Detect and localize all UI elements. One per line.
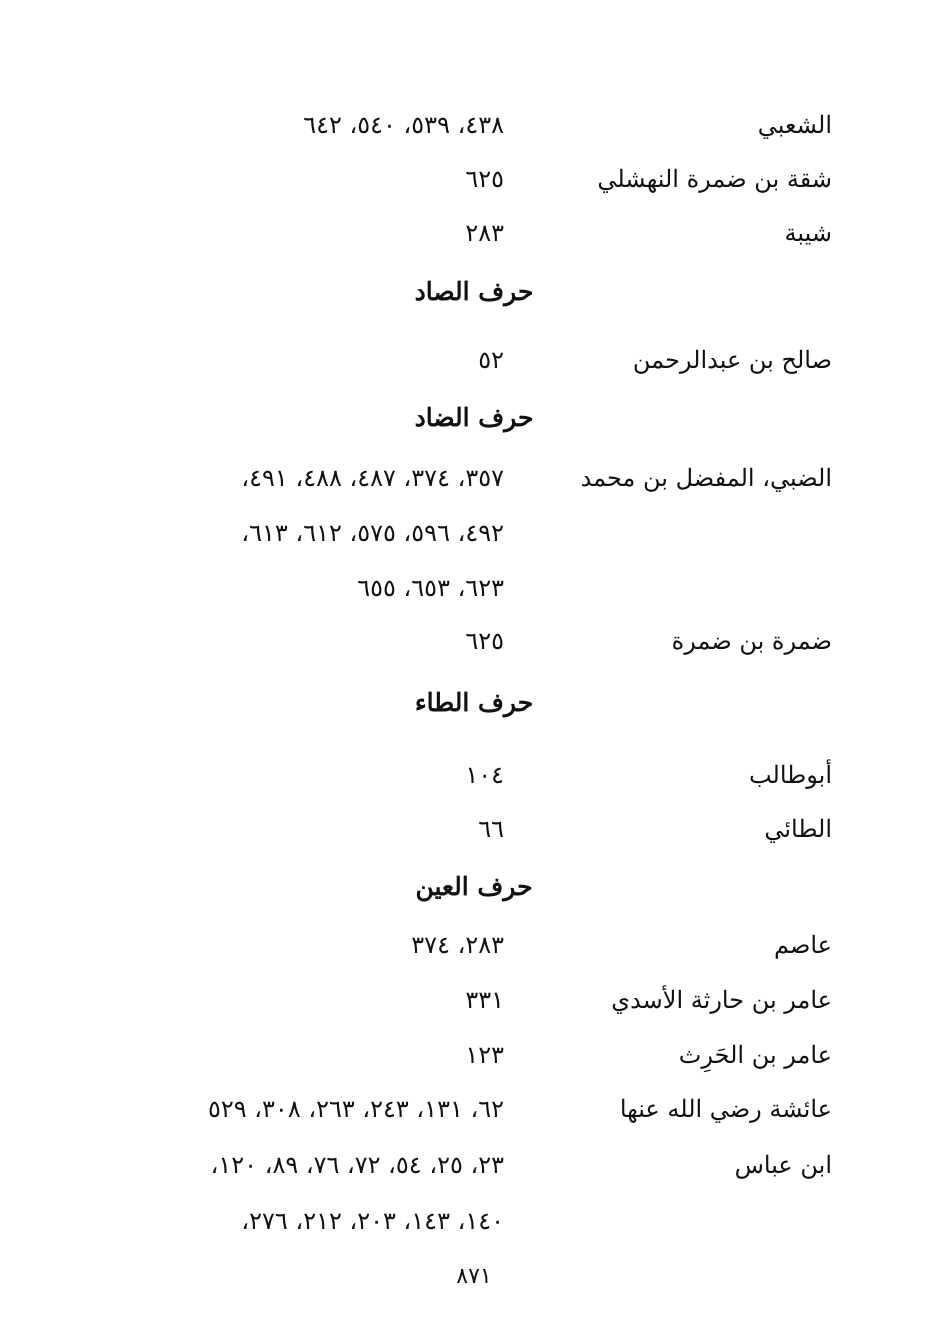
entry-pages-continued: ٦٢٣، ٦٥٣، ٦٥٥ [357,574,504,602]
entry-name: الطائي [764,815,832,843]
entry-name: الضبي، المفضل بن محمد [580,464,832,492]
entry-pages: ٢٨٣، ٣٧٤ [411,931,504,959]
section-heading: حرف الضاد [414,403,534,432]
entry-name: عاصم [774,931,832,959]
entry-pages: ١٢٣ [465,1041,504,1069]
entry-name: ضمرة بن ضمرة [671,627,832,655]
entry-pages-continued: ١٤٠، ١٤٣، ٢٠٣، ٢١٢، ٢٧٦، [241,1207,504,1235]
entry-name: عائشة رضي الله عنها [619,1095,832,1123]
entry-name: شيبة [784,219,832,247]
entry-pages: ٣٥٧، ٣٧٤، ٤٨٧، ٤٨٨، ٤٩١، [241,464,504,492]
entry-pages: ٢٣، ٢٥، ٥٤، ٧٢، ٧٦، ٨٩، ١٢٠، [210,1151,504,1179]
entry-name: الشعبي [757,111,832,139]
entry-pages: ٤٣٨، ٥٣٩، ٥٤٠، ٦٤٢ [303,111,504,139]
entry-pages: ٣٣١ [465,986,504,1014]
entry-pages: ٥٢ [478,346,504,374]
entry-name: عامر بن الحَرِث [678,1041,832,1069]
entry-pages-continued: ٤٩٢، ٥٩٦، ٥٧٥، ٦١٢، ٦١٣، [241,519,504,547]
entry-name: صالح بن عبدالرحمن [632,346,832,374]
entry-pages: ٦٢٥ [465,165,504,193]
section-heading: حرف العين [415,872,533,901]
entry-pages: ٦٢، ١٣١، ٢٤٣، ٢٦٣، ٣٠٨، ٥٢٩ [207,1095,504,1123]
entry-pages: ٦٦ [478,815,504,843]
section-heading: حرف الصاد [414,277,534,306]
entry-name: عامر بن حارثة الأسدي [611,986,832,1014]
page-number: ٨٧١ [456,1264,492,1289]
entry-pages: ٢٨٣ [465,219,504,247]
entry-name: ابن عباس [734,1151,832,1179]
section-heading: حرف الطاء [414,688,534,717]
entry-name: أبوطالب [748,761,832,789]
entry-pages: ٦٢٥ [465,627,504,655]
entry-pages: ١٠٤ [465,761,504,789]
entry-name: شقة بن ضمرة النهشلي [597,165,832,193]
